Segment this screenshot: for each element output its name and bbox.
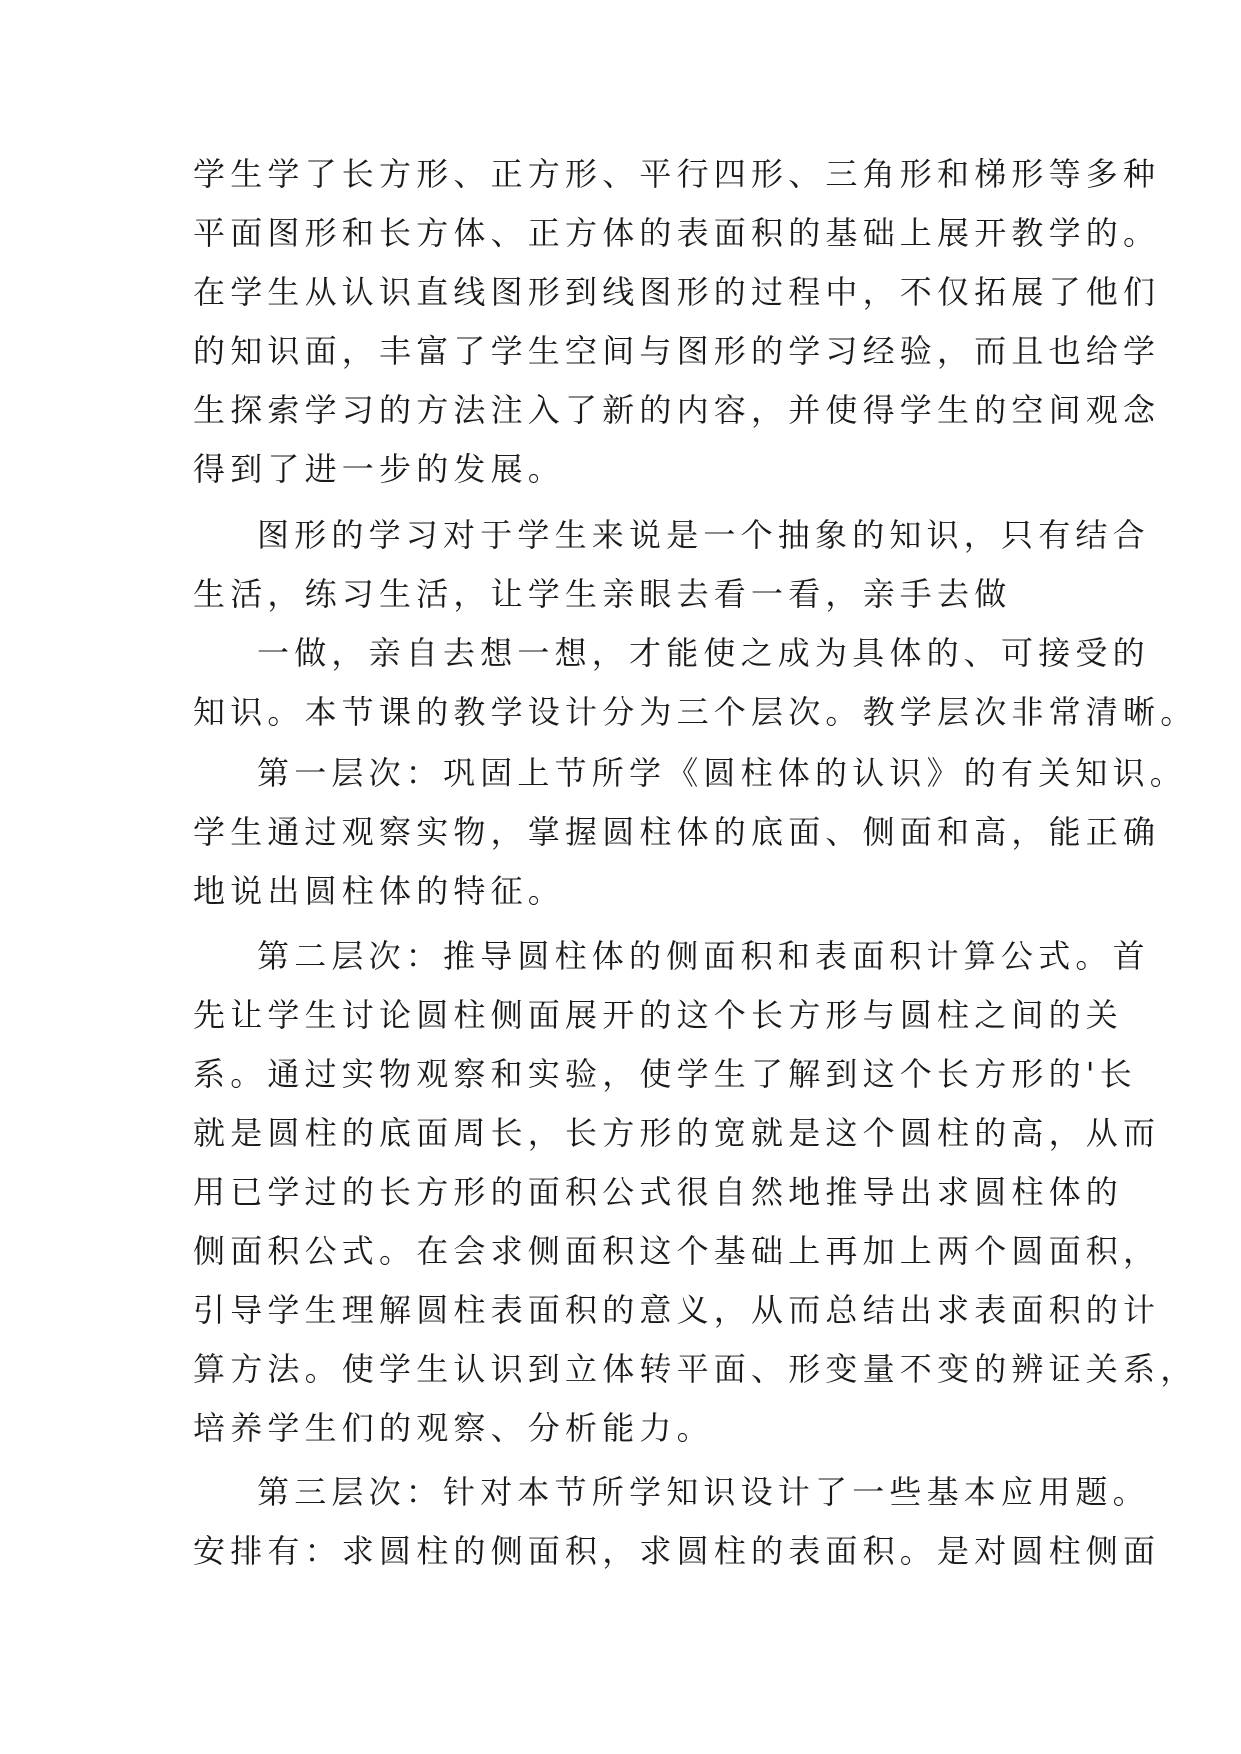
text-line: 算方法。使学生认识到立体转平面、形变量不变的辨证关系， bbox=[193, 1350, 1198, 1388]
text-line: 的知识面，丰富了学生空间与图形的学习经验，而且也给学 bbox=[193, 332, 1161, 370]
paragraph-first-line: 图形的学习对于学生来说是一个抽象的知识，只有结合 bbox=[257, 516, 1150, 554]
text-line: 生活，练习生活，让学生亲眼去看一看，亲手去做 bbox=[193, 575, 1012, 613]
text-line: 引导学生理解圆柱表面积的意义，从而总结出求表面积的计 bbox=[193, 1291, 1161, 1329]
paragraph-first-line: 第二层次：推导圆柱体的侧面积和表面积计算公式。首 bbox=[257, 937, 1150, 975]
text-line: 就是圆柱的底面周长，长方形的宽就是这个圆柱的高，从而 bbox=[193, 1114, 1161, 1152]
text-line: 培养学生们的观察、分析能力。 bbox=[193, 1409, 714, 1447]
text-line: 系。通过实物观察和实验，使学生了解到这个长方形的'长 bbox=[193, 1055, 1137, 1093]
text-line: 安排有：求圆柱的侧面积，求圆柱的表面积。是对圆柱侧面 bbox=[193, 1532, 1161, 1570]
text-line: 用已学过的长方形的面积公式很自然地推导出求圆柱体的 bbox=[193, 1173, 1124, 1211]
paragraph-first-line: 第一层次：巩固上节所学《圆柱体的认识》的有关知识。 bbox=[257, 754, 1188, 792]
text-line: 学生通过观察实物，掌握圆柱体的底面、侧面和高，能正确 bbox=[193, 813, 1161, 851]
text-line: 平面图形和长方体、正方体的表面积的基础上展开教学的。 bbox=[193, 214, 1161, 252]
text-line: 知识。本节课的教学设计分为三个层次。教学层次非常清晰。 bbox=[193, 693, 1198, 731]
paragraph-first-line: 第三层次：针对本节所学知识设计了一些基本应用题。 bbox=[257, 1473, 1150, 1511]
text-line: 侧面积公式。在会求侧面积这个基础上再加上两个圆面积， bbox=[193, 1232, 1161, 1270]
text-line: 学生学了长方形、正方形、平行四形、三角形和梯形等多种 bbox=[193, 155, 1161, 193]
text-line: 得到了进一步的发展。 bbox=[193, 450, 566, 488]
text-line: 在学生从认识直线图形到线图形的过程中，不仅拓展了他们 bbox=[193, 273, 1161, 311]
text-line: 先让学生讨论圆柱侧面展开的这个长方形与圆柱之间的关 bbox=[193, 996, 1124, 1034]
paragraph-first-line: 一做，亲自去想一想，才能使之成为具体的、可接受的 bbox=[257, 634, 1150, 672]
text-line: 生探索学习的方法注入了新的内容，并使得学生的空间观念 bbox=[193, 391, 1161, 429]
text-line: 地说出圆柱体的特征。 bbox=[193, 872, 566, 910]
